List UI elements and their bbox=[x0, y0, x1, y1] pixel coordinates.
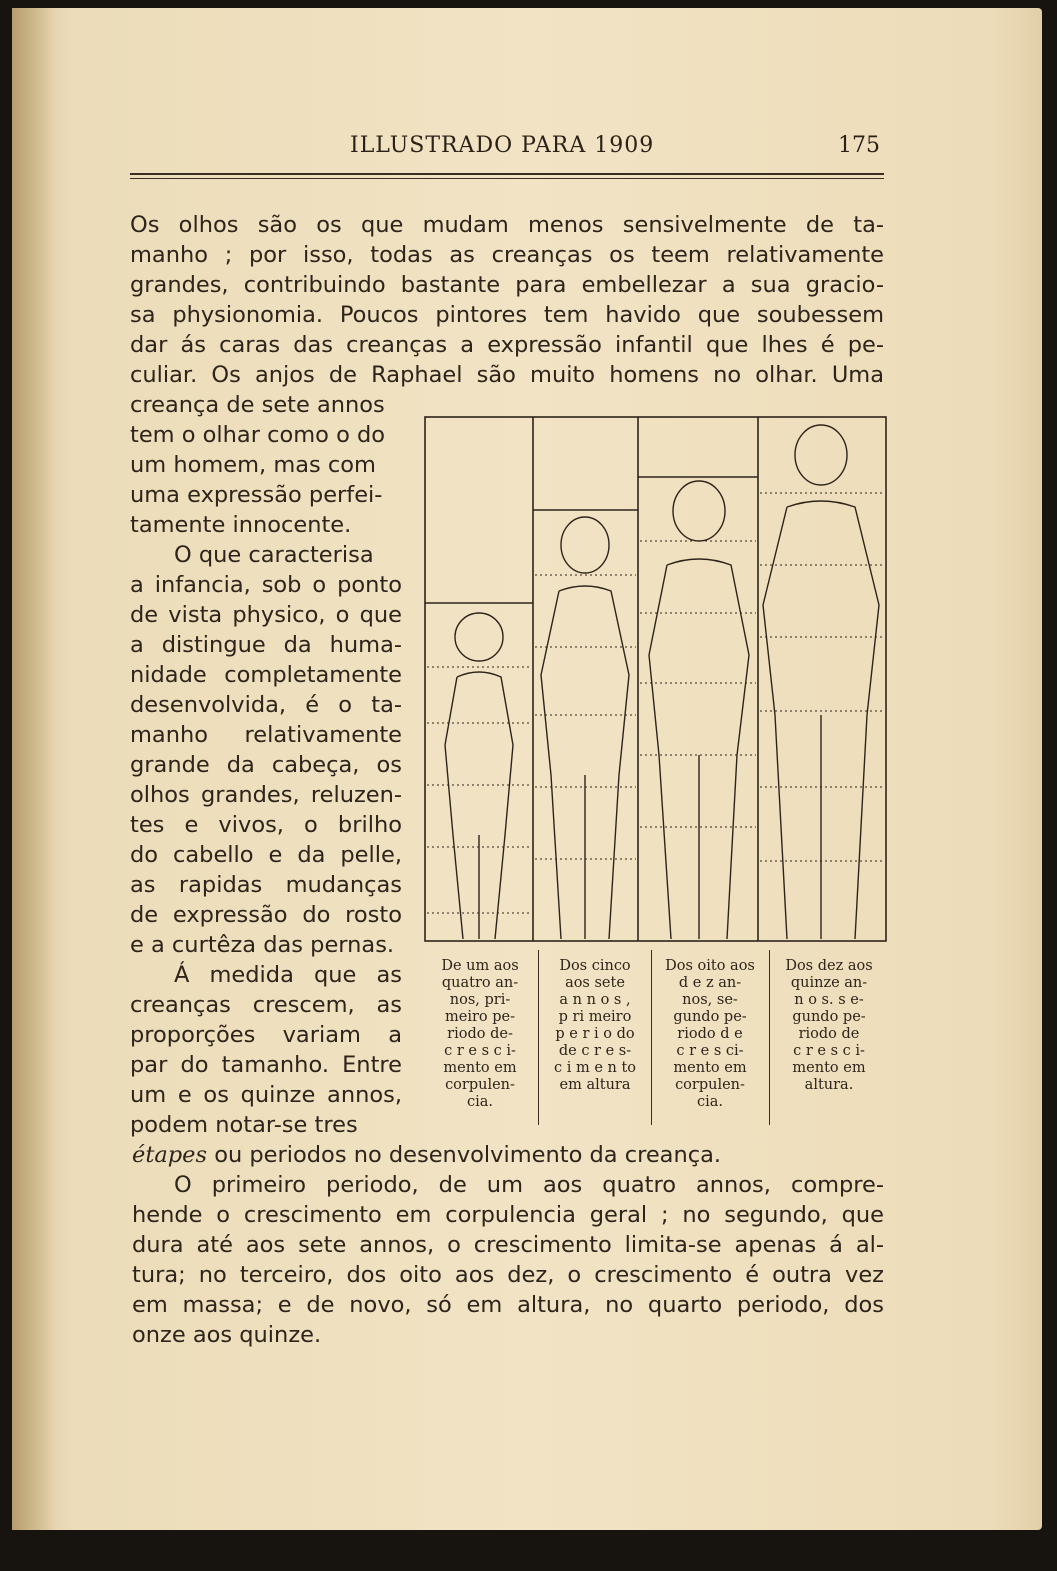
child-figure-1 bbox=[445, 613, 513, 939]
text-line: culiar. Os anjos de Raphael são muito homens no olhar. Uma bbox=[130, 362, 884, 388]
caption-line: d e z an- bbox=[678, 975, 742, 991]
caption-line: n o s. s e- bbox=[794, 992, 864, 1008]
text-line: tamente innocente. bbox=[130, 512, 352, 538]
text-line: manho relativamente bbox=[130, 722, 402, 748]
text-line: O primeiro periodo, de um aos quatro annos, compre- bbox=[174, 1172, 884, 1198]
text-line: Á medida que as bbox=[174, 962, 402, 988]
caption-line: aos sete bbox=[565, 975, 625, 991]
text-line: um homem, mas com bbox=[130, 452, 376, 478]
text-line: a infancia, sob o ponto bbox=[130, 572, 402, 598]
text-line: creanças crescem, as bbox=[130, 992, 402, 1018]
text-line: tura; no terceiro, dos oito aos dez, o crescimento é outra vez bbox=[132, 1262, 884, 1288]
caption-line: de c r e s- bbox=[558, 1043, 632, 1059]
caption-line: c i m e n to bbox=[553, 1060, 637, 1076]
text-line: as rapidas mudanças bbox=[130, 872, 402, 898]
text-line: nidade completamente bbox=[130, 662, 402, 688]
text-line: creança de sete annos bbox=[130, 392, 385, 418]
caption-period-2 bbox=[541, 958, 649, 1094]
proportion-guides bbox=[427, 493, 884, 913]
text-line: uma expressão perfei- bbox=[130, 482, 383, 508]
page-number: 175 bbox=[838, 133, 880, 158]
caption-line: quinze an- bbox=[790, 975, 868, 991]
etapes-word: étapes bbox=[132, 1142, 208, 1168]
caption-divider bbox=[769, 950, 770, 1125]
text-line: grande da cabeça, os bbox=[130, 752, 402, 778]
caption-line: corpulen- bbox=[445, 1077, 515, 1093]
text-line: a distingue da huma- bbox=[130, 632, 402, 658]
caption-line: p ri meiro bbox=[558, 1009, 632, 1025]
caption-line: cia. bbox=[466, 1094, 493, 1110]
text-line: de vista physico, o que bbox=[130, 602, 402, 628]
caption-line: corpulen- bbox=[675, 1077, 745, 1093]
caption-line: meiro pe- bbox=[444, 1009, 515, 1025]
text-line: tem o olhar como o do bbox=[130, 422, 386, 448]
caption-line: cia. bbox=[696, 1094, 723, 1110]
text-line: um e os quinze annos, bbox=[130, 1082, 402, 1108]
running-title: ILLUSTRADO PARA 1909 bbox=[350, 133, 655, 158]
caption-period-3 bbox=[654, 958, 766, 1111]
caption-line: riodo de bbox=[798, 1026, 860, 1042]
text-line: podem notar-se tres bbox=[130, 1112, 358, 1138]
caption-line: p e r i o do bbox=[555, 1026, 635, 1042]
figure-frame bbox=[425, 417, 886, 941]
text-line: e a curtêza das pernas. bbox=[130, 932, 395, 958]
text-line: tes e vivos, o brilho bbox=[130, 812, 402, 838]
caption-period-4 bbox=[773, 958, 885, 1094]
caption-line: c r e s c i- bbox=[793, 1043, 865, 1059]
text-line: em massa; e de novo, só em altura, no quarto periodo, dos bbox=[132, 1292, 884, 1318]
caption-period-1 bbox=[425, 958, 535, 1111]
text-line: desenvolvida, é o ta- bbox=[130, 692, 402, 718]
text-line: par do tamanho. Entre bbox=[130, 1052, 402, 1078]
caption-line: Dos oito aos bbox=[665, 958, 755, 974]
page-header bbox=[130, 133, 884, 173]
text-line: O que caracterisa bbox=[174, 542, 374, 568]
header-rule bbox=[130, 173, 884, 175]
caption-line: gundo pe- bbox=[792, 1009, 866, 1025]
text-line: manho ; por isso, todas as creanças os teem relativamente bbox=[130, 242, 884, 268]
caption-line: a n n o s , bbox=[559, 992, 631, 1008]
caption-line: riodo de- bbox=[447, 1026, 513, 1042]
caption-line: altura. bbox=[804, 1077, 854, 1093]
caption-line: mento em bbox=[792, 1060, 866, 1076]
page-binding bbox=[12, 8, 56, 1530]
caption-line: riodo d e bbox=[677, 1026, 743, 1042]
etapes-rest: ou periodos no desenvolvimento da creança. bbox=[207, 1142, 722, 1168]
text-line: proporções variam a bbox=[130, 1022, 402, 1048]
text-line: dura até aos sete annos, o crescimento limita-se apenas á al- bbox=[132, 1232, 884, 1258]
growth-proportion-figure bbox=[423, 415, 888, 945]
header-rule-thin bbox=[130, 178, 884, 179]
text-line: onze aos quinze. bbox=[132, 1322, 322, 1348]
text-line: hende o crescimento em corpulencia geral ; no segundo, que bbox=[132, 1202, 884, 1228]
text-line: sa physionomia. Poucos pintores tem havido que soubessem bbox=[130, 302, 884, 328]
text-line: de expressão do rosto bbox=[130, 902, 402, 928]
text-line: grandes, contribuindo bastante para embellezar a sua gracio- bbox=[130, 272, 884, 298]
text-line: olhos grandes, reluzen- bbox=[130, 782, 402, 808]
caption-line: gundo pe- bbox=[673, 1009, 747, 1025]
caption-line: nos, pri- bbox=[449, 992, 511, 1008]
caption-line: De um aos bbox=[441, 958, 519, 974]
text-line: dar ás caras das creanças a expressão infantil que lhes é pe- bbox=[130, 332, 884, 358]
text-line: do cabello e da pelle, bbox=[130, 842, 402, 868]
caption-line: quatro an- bbox=[441, 975, 519, 991]
child-figure-3 bbox=[649, 481, 749, 939]
caption-line: em altura bbox=[559, 1077, 631, 1093]
caption-line: mento em bbox=[673, 1060, 747, 1076]
child-figure-2 bbox=[541, 517, 629, 939]
caption-line: c r e s ci- bbox=[676, 1043, 744, 1059]
caption-line: Dos cinco bbox=[559, 958, 631, 974]
caption-line: nos, se- bbox=[682, 992, 738, 1008]
caption-divider bbox=[538, 950, 539, 1125]
child-figure-4 bbox=[763, 425, 879, 939]
caption-line: Dos dez aos bbox=[785, 958, 873, 974]
caption-line: mento em bbox=[443, 1060, 517, 1076]
caption-divider bbox=[651, 950, 652, 1125]
caption-line: c r e s c i- bbox=[444, 1043, 516, 1059]
text-line bbox=[132, 1141, 721, 1171]
text-line: Os olhos são os que mudam menos sensivelmente de ta- bbox=[130, 212, 884, 238]
